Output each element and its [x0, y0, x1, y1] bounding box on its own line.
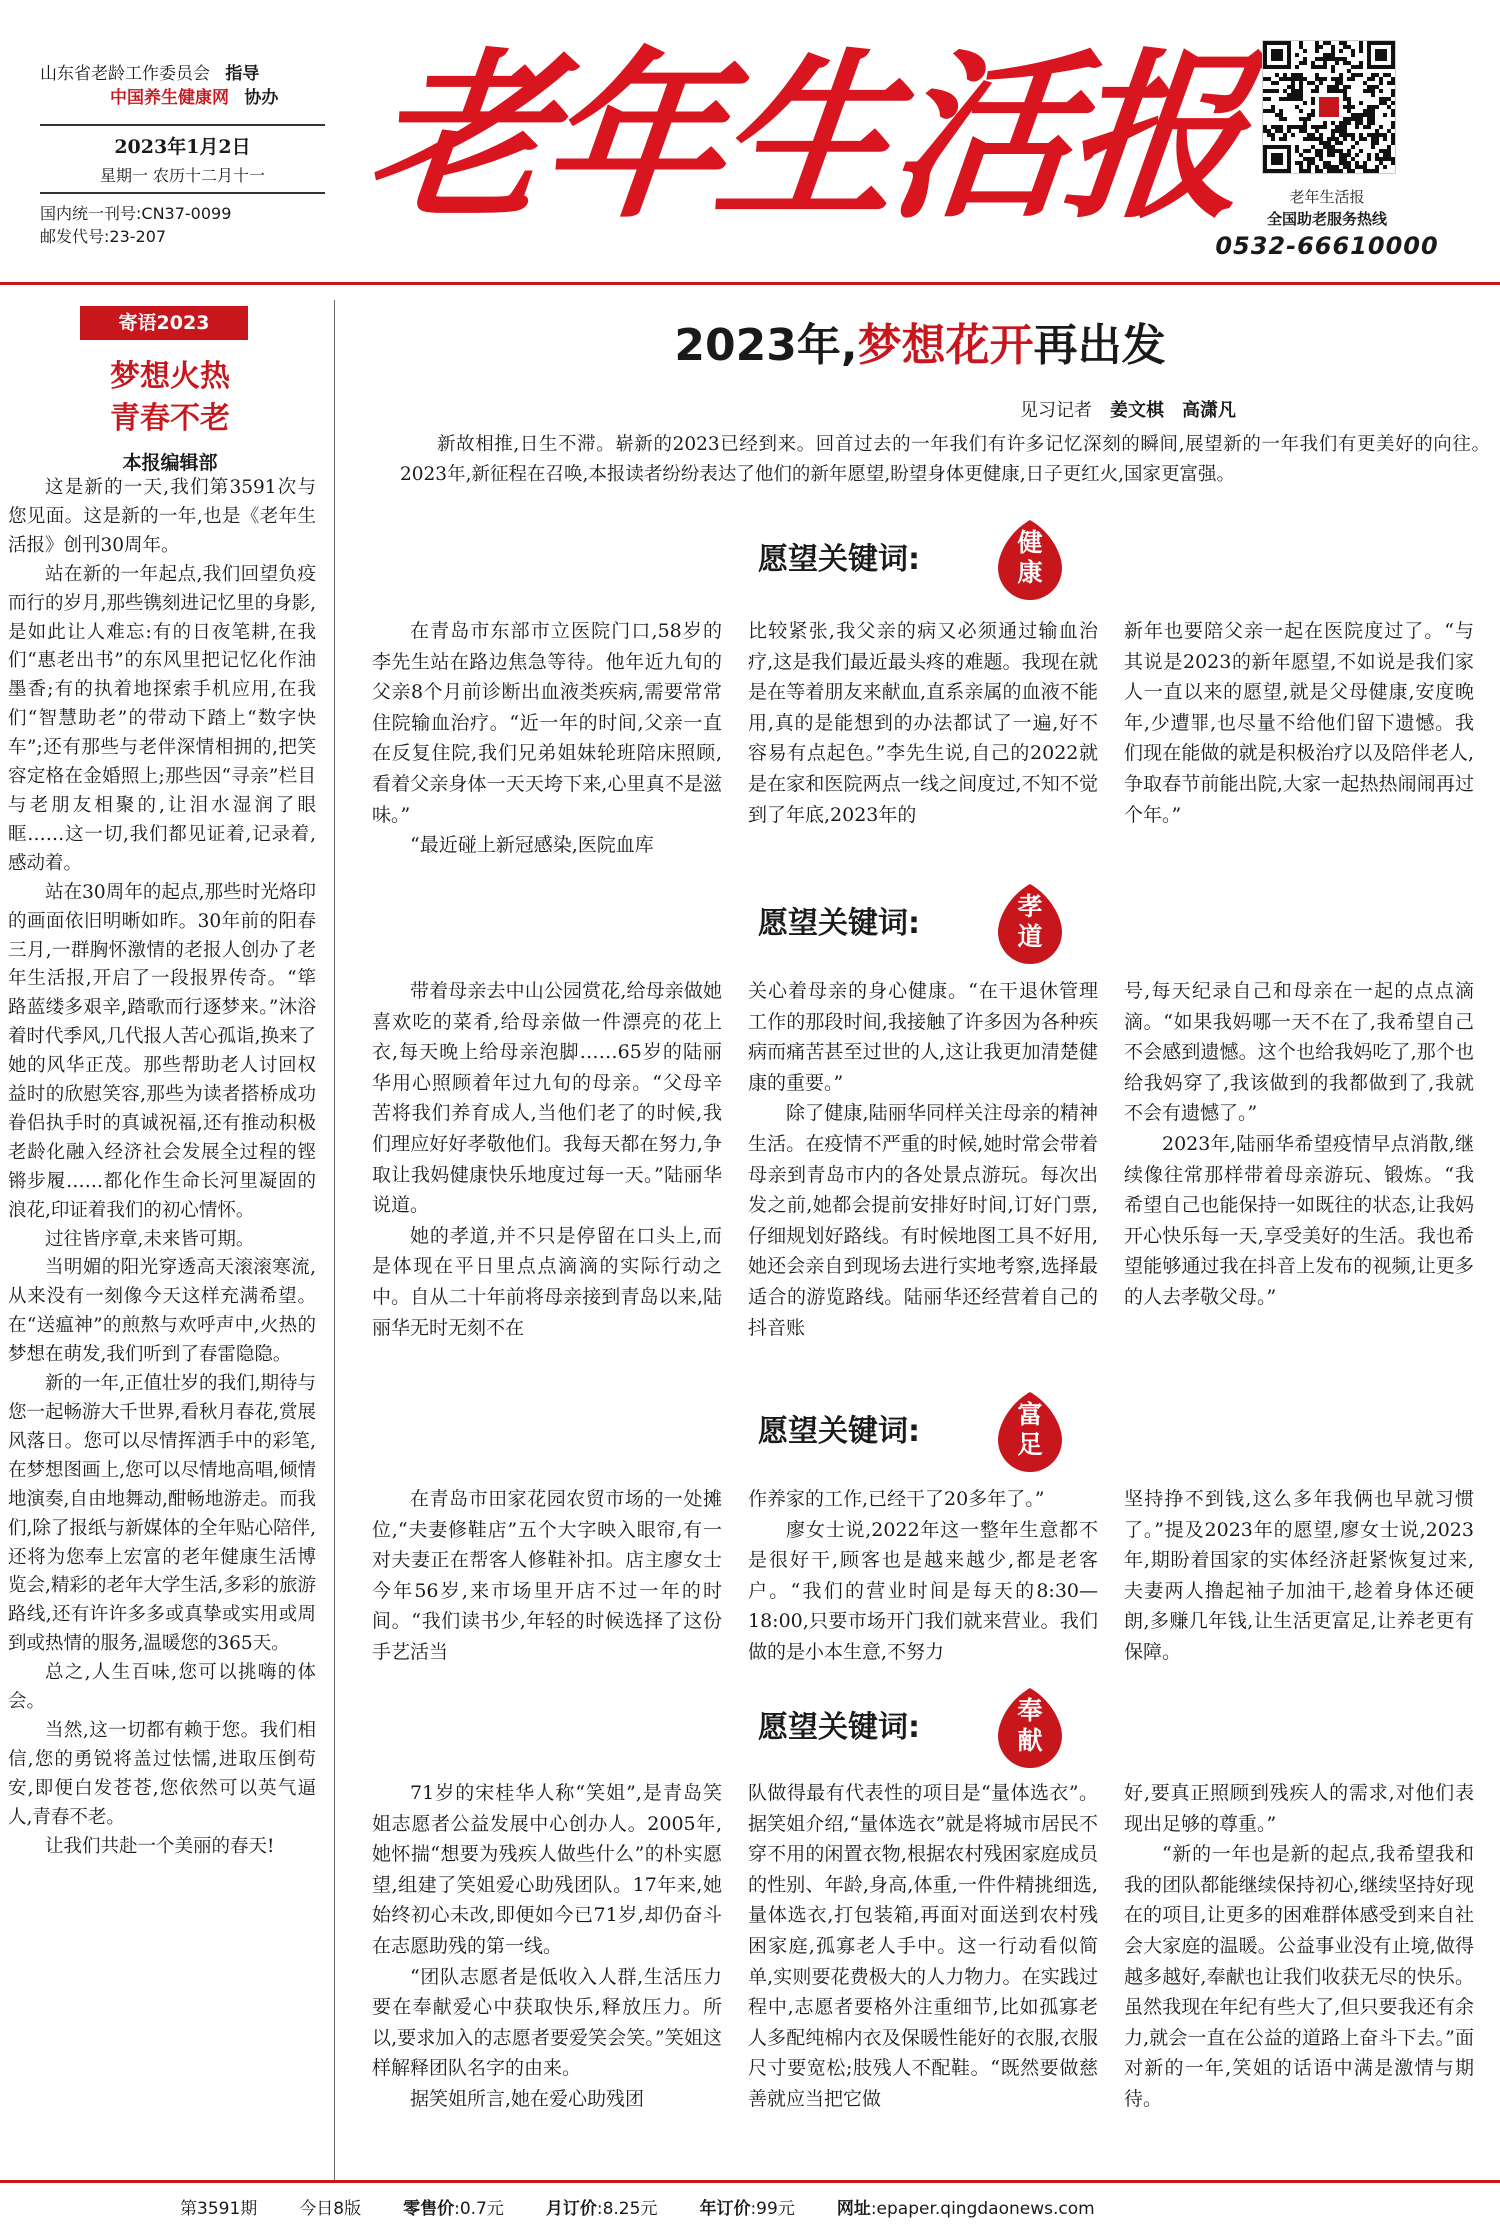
qr-code-pattern	[1263, 41, 1395, 173]
sidebar-paragraph: 站在30周年的起点,那些时光烙印的画面依旧明晰如昨。30年前的阳春三月,一群胸怀激情的老报人创办了老年生活报,开启了一段报界传奇。“筚路蓝缕多艰辛,踏歌而行逐梦来。”沐浴着时代季风,几代报人苦心孤诣,换来了她的风华正茂。那些帮助老人讨回权益时的欣慰笑容,那些为读者搭桥成功眷侣执手时的真诚祝福,还有推动积极老龄化融入经济社会发展全过程的铿锵步履……都化作生命长河里凝固的浪花,印证着我们的初心情怀。	[8, 881, 316, 1221]
keyword-badge	[996, 1392, 1064, 1472]
paragraph: 队做得最有代表性的项目是“量体选衣”。据笑姐介绍,“量体选衣”就是将城市居民不穿不用的闲置衣物,根据农村残困家庭成员的性别、年龄,身高,体重,一件件精挑细选,量体选衣,打包装箱,再面对面送到农村残困家庭,孤寡老人手中。这一行动看似简单,实则要花费极大的人力物力。在实践过程中,志愿者要格外注重细节,比如孤寡老人多配纯棉内衣及保暖性能好的衣服,衣服尺寸要宽松;肢残人不配鞋。“既然要做慈善就应当把它做	[748, 1782, 1098, 2110]
text-column	[1124, 1484, 1474, 1668]
retail-price-label: 零售价	[403, 2199, 455, 2219]
sidebar-paragraph: 新的一年,正值壮岁的我们,期待与您一起畅游大千世界,看秋月春花,赏展风落日。您可以尽情挥洒手中的彩笔,在梦想图画上,您可以尽情地高唱,倾情地演奏,自由地舞动,酣畅地游走。而我们,除了报纸与新媒体的全年贴心陪伴,还将为您奉上宏富的老年健康生活博览会,精彩的老年大学生活,多彩的旅游路线,还有许许多多或真挚或实用或周到或热情的服务,温暖您的365天。	[8, 1373, 316, 1655]
masthead-info	[40, 62, 325, 248]
sidebar-paragraph: 总之,人生百味,您可以挑嗨的体会。	[8, 1662, 316, 1713]
annual-price-value: :99元	[750, 2199, 795, 2219]
paragraph: “团队志愿者是低收入人群,生活压力要在奉献爱心中获取快乐,释放压力。所以,要求加入的志愿者要爱笑会笑。”笑姐这样解释团队名字的由来。	[372, 1965, 722, 2080]
website-label: 网址	[836, 2199, 871, 2219]
issue-number: 第3591期	[180, 2199, 258, 2219]
text-column	[748, 616, 1098, 861]
date-box	[40, 124, 325, 194]
hotline-label: 全国助老服务热线	[1266, 210, 1387, 228]
keyword-heading	[758, 884, 1238, 964]
keyword-heading	[758, 1688, 1238, 1768]
sidebar-paragraph: 这是新的一天,我们第3591次与您见面。这是新的一年,也是《老年生活报》创刊30周年。	[8, 477, 316, 556]
article-title	[340, 318, 1500, 374]
section-columns	[372, 1778, 1490, 2115]
footer-bar	[180, 2194, 1480, 2219]
keyword-label: 愿望关键词:	[758, 1710, 920, 1745]
text-column	[748, 976, 1098, 1343]
qr-code-icon[interactable]	[1262, 40, 1396, 174]
keyword-badge	[996, 1688, 1064, 1768]
text-column	[748, 1484, 1098, 1668]
sidebar-headline-line-1: 梦想火热	[110, 359, 230, 394]
keyword-badge	[996, 520, 1064, 600]
monthly-price-label: 月订价	[545, 2199, 597, 2219]
paragraph: 作养家的工作,已经干了20多年了。”	[748, 1488, 1045, 1510]
paragraph: 除了健康,陆丽华同样关注母亲的精神生活。在疫情不严重的时候,她时常会带着母亲到青岛市内的各处景点游玩。每次出发之前,她都会提前安排好时间,订好门票,仔细规划好路线。有时候地图工具不好用,她还会亲自到现场去进行实地考察,选择最适合的游览路线。陆丽华还经营着自己的抖音账	[748, 1102, 1098, 1339]
section-columns	[372, 1484, 1490, 1668]
annual-price	[699, 2194, 794, 2219]
retail-price	[403, 2194, 504, 2219]
text-column	[372, 1484, 722, 1668]
paragraph: 在青岛市东部市立医院门口,58岁的李先生站在路边焦急等待。他年近九旬的父亲8个月前诊断出血液类疾病,需要常常住院输血治疗。“近一年的时间,父亲一直在反复住院,我们兄弟姐妹轮班陪床照顾,看着父亲身体一天天垮下来,心里真不是滋味。”	[372, 620, 722, 826]
text-column	[1124, 616, 1474, 861]
badge-char: 孝	[1017, 892, 1043, 921]
monthly-price-value: :8.25元	[596, 2199, 658, 2219]
title-part: 再出发	[1033, 320, 1166, 371]
badge-char: 康	[1017, 558, 1043, 587]
section-columns	[372, 616, 1490, 861]
keyword-badge	[996, 884, 1064, 964]
paragraph: 比较紧张,我父亲的病又必须通过输血治疗,这是我们最近最头疼的难题。我现在就是在等着朋友来献血,直系亲属的血液不能用,真的是能想到的办法都试了一遍,好不容易有点起色。”李先生说,自己的2022就是在家和医院两点一线之间度过,不知不觉到了年底,2023年的	[748, 620, 1098, 826]
paragraph: 廖女士说,2022年这一整年生意都不是很好干,顾客也是越来越少,都是老客户。“我们的营业时间是每天的8:30—18:00,只要市场开门我们就来营业。我们做的是小本生意,不努力	[748, 1518, 1098, 1663]
newspaper-name: 老年生活报	[358, 32, 1252, 243]
column-divider	[334, 300, 335, 2180]
qr-caption	[1232, 186, 1422, 230]
co-organizer-role: 协办	[244, 88, 279, 108]
postal-code: 邮发代号:23-207	[40, 227, 167, 246]
title-highlight: 梦想花开	[857, 320, 1034, 371]
sponsor-role: 指导	[225, 64, 260, 84]
page-count: 今日8版	[299, 2199, 362, 2219]
badge-char: 奉	[1017, 1696, 1043, 1725]
title-part: 2023年,	[674, 320, 858, 371]
text-column	[372, 976, 722, 1343]
sidebar-paragraph: 当明媚的阳光穿透高天滚滚寒流,从来没有一刻像今天这样充满希望。在“送瘟神”的煎熬与欢呼声中,火热的梦想在萌发,我们听到了春雷隐隐。	[8, 1257, 316, 1366]
paragraph: 2023年,陆丽华希望疫情早点消散,继续像往常那样带着母亲游玩、锻炼。“我希望自己也能保持一如既往的状态,让我妈开心快乐每一天,享受美好的生活。我也希望能够通过我在抖音上发布的视频,让更多的人去孝敬父母。”	[1124, 1132, 1474, 1308]
weekday-lunar: 星期一 农历十二月十一	[99, 166, 266, 185]
retail-price-value: :0.7元	[454, 2199, 504, 2219]
qr-caption-name: 老年生活报	[1289, 188, 1365, 206]
section-columns	[372, 976, 1490, 1343]
annual-price-label: 年订价	[699, 2199, 751, 2219]
lead-paragraph: 新故相推,日生不滞。崭新的2023已经到来。回首过去的一年我们有许多记忆深刻的瞬间,展望新的一年我们有更美好的向往。2023年,新征程在召唤,本报读者纷纷表达了他们的新年愿望,盼望身体更健康,日子更红火,国家更富强。	[400, 434, 1490, 485]
badge-char: 道	[1017, 922, 1043, 951]
keyword-heading	[758, 520, 1238, 600]
paragraph: 带着母亲去中山公园赏花,给母亲做她喜欢吃的菜肴,给母亲做一件漂亮的花上衣,每天晚上给母亲泡脚……65岁的陆丽华用心照顾着年过九旬的母亲。“父母辛苦将我们养育成人,当他们老了的时候,我们理应好好孝敬他们。我每天都在努力,争取让我妈健康快乐地度过每一天。”陆丽华说道。	[372, 980, 722, 1217]
keyword-heading	[758, 1392, 1238, 1472]
sidebar-paragraph: 当然,这一切都有赖于您。我们相信,您的勇锐将盖过怯懦,进取压倒苟安,即便白发苍苍,您依然可以英气逼人,青春不老。	[8, 1719, 316, 1828]
article-lead	[400, 430, 1490, 490]
sidebar-paragraph: 站在新的一年起点,我们回望负疫而行的岁月,那些镌刻进记忆里的身影,是如此让人难忘:有的日夜笔耕,在我们“惠老出书”的东风里把记忆化作油墨香;有的执着地探索手机应用,在我们“智慧助老”的带动下踏上“数字快车”;还有那些与老伴深情相拥的,把笑容定格在金婚照上;那些因“寻亲”栏目与老朋友相聚的,让泪水湿润了眼眶……这一切,我们都见证着,记录着,感动着。	[8, 563, 316, 874]
keyword-label: 愿望关键词:	[758, 542, 920, 577]
website-url[interactable]: :epaper.qingdaonews.com	[870, 2199, 1095, 2219]
text-column	[1124, 1778, 1474, 2115]
text-column	[748, 1778, 1098, 2115]
hotline-number: 0532-66610000	[1215, 232, 1439, 260]
sidebar-body	[8, 474, 316, 1862]
sidebar-tag: 寄语2023	[80, 306, 248, 340]
paragraph: 在青岛市田家花园农贸市场的一处摊位,“夫妻修鞋店”五个大字映入眼帘,有一对夫妻正在帮客人修鞋补扣。店主廖女士今年56岁,来市场里开店不过一年的时间。“我们读书少,年轻的时候选择了这份手艺活当	[372, 1488, 722, 1663]
paragraph: “最近碰上新冠感染,医院血库	[410, 834, 654, 857]
paragraph: 坚持挣不到钱,这么多年我俩也早就习惯了。”提及2023年的愿望,廖女士说,2023年,期盼着国家的实体经济赶紧恢复过来,夫妻两人撸起袖子加油干,趁着身体还硬朗,多赚几年钱,让生活更富足,让养老更有保障。	[1124, 1488, 1474, 1663]
sidebar-paragraph: 让我们共赴一个美丽的春天!	[45, 1835, 275, 1857]
sponsor-name: 山东省老龄工作委员会	[40, 64, 210, 84]
badge-char: 富	[1017, 1400, 1043, 1429]
text-column	[1124, 976, 1474, 1343]
reporter-name: 高潇凡	[1182, 400, 1236, 421]
paragraph: 关心着母亲的身心健康。“在干退休管理工作的那段时间,我接触了许多因为各种疾病而痛苦甚至过世的人,这让我更加清楚健康的重要。”	[748, 980, 1098, 1094]
masthead-divider	[0, 282, 1500, 285]
paragraph: 71岁的宋桂华人称“笑姐”,是青岛笑姐志愿者公益发展中心创办人。2005年,她怀揣“想要为残疾人做些什么”的朴实愿望,组建了笑姐爱心助残团队。17年来,她始终初心未改,即便如今已71岁,却仍奋斗在志愿助残的第一线。	[372, 1782, 722, 1957]
co-organizer-name: 中国养生健康网	[110, 88, 229, 108]
badge-char: 足	[1017, 1430, 1043, 1459]
keyword-label: 愿望关键词:	[758, 906, 920, 941]
paragraph: “新的一年也是新的起点,我希望我和我的团队都能继续保持初心,继续坚持好现在的项目,让更多的困难群体感受到来自社会大家庭的温暖。公益事业没有止境,做得越多越好,奉献也让我们收获无尽的快乐。虽然我现在年纪有些大了,但只要我还有余力,就会一直在公益的道路上奋斗下去。”面对新的一年,笑姐的话语中满是激情与期待。	[1124, 1843, 1474, 2110]
byline-label: 见习记者	[1020, 400, 1092, 421]
sidebar-headline	[20, 356, 320, 440]
issn-code: 国内统一刊号:CN37-0099	[40, 204, 232, 223]
paragraph: 号,每天纪录自己和母亲在一起的点点滴滴。“如果我妈哪一天不在了,我希望自己不会感到遗憾。这个也给我妈吃了,那个也给我妈穿了,我该做到的我都做到了,我就不会有遗憾了。”	[1124, 980, 1474, 1125]
text-column	[372, 1778, 722, 2115]
badge-char: 健	[1017, 528, 1043, 557]
issue-date: 2023年1月2日	[114, 136, 251, 158]
monthly-price	[546, 2194, 658, 2219]
badge-char: 献	[1017, 1726, 1043, 1755]
reporter-name: 姜文棋	[1110, 400, 1164, 421]
paragraph: 好,要真正照顾到残疾人的需求,对他们表现出足够的尊重。”	[1124, 1782, 1474, 1835]
website[interactable]	[837, 2194, 1095, 2219]
paragraph: 据笑姐所言,她在爱心助残团	[410, 2087, 645, 2110]
article-byline	[1020, 396, 1440, 422]
paragraph: 她的孝道,并不只是停留在口头上,而是体现在平日里点点滴滴的实际行动之中。自从二十年前将母亲接到青岛以来,陆丽华无时无刻不在	[372, 1224, 722, 1339]
keyword-label: 愿望关键词:	[758, 1414, 920, 1449]
paragraph: 新年也要陪父亲一起在医院度过了。“与其说是2023的新年愿望,不如说是我们家人一直以来的愿望,就是父母健康,安度晚年,少遭罪,也尽量不给他们留下遗憾。我们现在能做的就是积极治疗以及陪伴老人,争取春节前能出院,大家一起热热闹闹再过个年。”	[1124, 620, 1474, 826]
sidebar-paragraph: 过往皆序章,未来皆可期。	[45, 1228, 255, 1250]
newspaper-title	[358, 32, 1252, 243]
sidebar-headline-line-2: 青春不老	[110, 401, 230, 436]
text-column	[372, 616, 722, 861]
sidebar-byline: 本报编辑部	[122, 452, 218, 474]
footer-divider	[0, 2180, 1500, 2183]
